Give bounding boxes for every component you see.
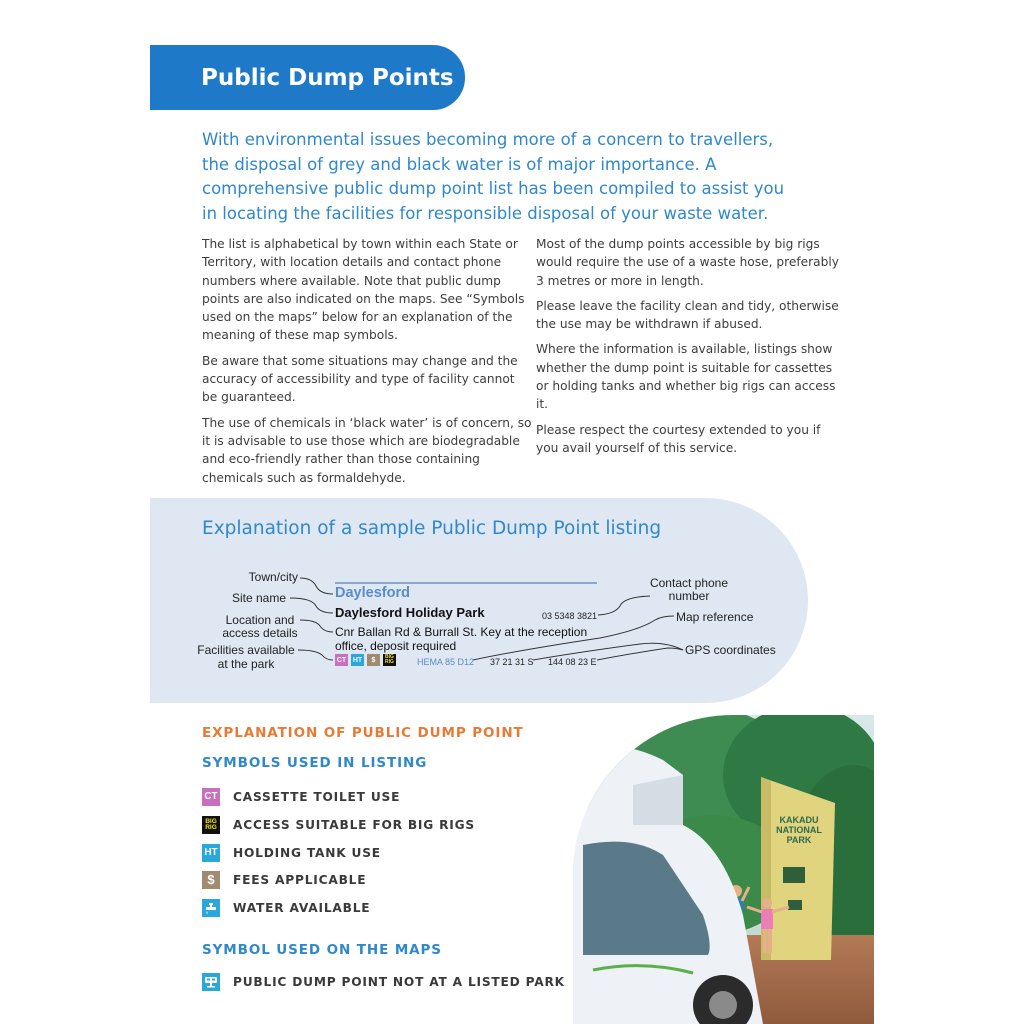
person-head [762, 898, 772, 908]
page-title: Public Dump Points [201, 64, 454, 91]
example-facility-icons [335, 654, 396, 666]
legend-label: CASSETTE TOILET USE [233, 790, 401, 804]
example-phone: 03 5348 3821 [542, 611, 598, 621]
legend-title: EXPLANATION OF PUBLIC DUMP POINT [202, 725, 524, 741]
water-tap-icon [202, 899, 220, 917]
legend-label: WATER AVAILABLE [233, 901, 371, 915]
example-address: Cnr Ballan Rd & Burrall St. Key at the reception office, deposit required [335, 625, 588, 653]
example-latitude: 37 21 31 S [490, 657, 534, 667]
dollar-icon: $ [367, 654, 380, 666]
legend-item-cassette [202, 787, 400, 807]
kakadu-photo-illustration [573, 715, 874, 1024]
ct-icon: CT [335, 654, 348, 666]
legend-item-fees [202, 870, 366, 890]
paragraph: The list is alphabetical by town within each State or Territory, with location details and contact phone numbers where available. Note that public dump points are also indicated on the maps. See “Symbols used on the maps” below for an explanation of the meaning of these map symbols. [202, 237, 525, 343]
legend-item-dump-point [202, 972, 565, 992]
title-banner [150, 45, 465, 110]
legend-label: ACCESS SUITABLE FOR BIG RIGS [233, 818, 476, 832]
ct-icon: CT [202, 788, 220, 806]
water-tap-glyph [204, 901, 218, 915]
label-town: Town/city [248, 570, 298, 584]
label-site: Site name [231, 591, 286, 605]
big-rig-icon: BIG RIG [383, 654, 396, 666]
body-column-right [536, 235, 841, 464]
paragraph: Most of the dump points accessible by big rigs would require the use of a waste hose, preferably 3 metres or more in length. [536, 237, 839, 288]
listing-symbols-title: SYMBOLS USED IN LISTING [202, 755, 428, 771]
label-location: Location and access details [222, 613, 298, 640]
sign-text: KAKADU NATIONAL PARK [776, 815, 822, 845]
example-map-reference: HEMA 85 D12 [417, 657, 475, 667]
example-site-name: Daylesford Holiday Park [335, 605, 485, 620]
sample-listing-title: Explanation of a sample Public Dump Point listing [202, 518, 662, 539]
label-contact: Contact phone number [649, 576, 729, 603]
label-map-reference: Map reference [676, 610, 754, 624]
intro-text: With environmental issues becoming more of a concern to travellers, the disposal of grey and black water is of major importance. A comprehensive public dump point list has been compiled to assist you in locating the facilities for responsible disposal of your waste water. [202, 130, 785, 223]
paragraph: The use of chemicals in ‘black water’ is of concern, so it is advisable to use those which are biodegradable and eco-friendly rather than those containing chemicals such as formaldehyde. [202, 415, 532, 485]
ht-icon: HT [351, 654, 364, 666]
label-gps: GPS coordinates [685, 643, 776, 657]
legend-label: FEES APPLICABLE [233, 873, 367, 887]
paragraph: Please respect the courtesy extended to you if you avail yourself of this service. [536, 422, 821, 455]
legend-label: HOLDING TANK USE [233, 846, 381, 860]
legend-item-holding-tank [202, 843, 381, 863]
ht-icon: HT [202, 844, 220, 862]
paragraph: Please leave the facility clean and tidy, otherwise the use may be withdrawn if abused. [536, 298, 839, 332]
legend-label: PUBLIC DUMP POINT NOT AT A LISTED PARK [233, 975, 565, 989]
map-symbols-title: SYMBOL USED ON THE MAPS [202, 942, 442, 958]
example-longitude: 144 08 23 E [548, 657, 597, 667]
dump-point-map-icon [202, 973, 220, 991]
kakadu-photo [573, 715, 874, 1024]
example-town: Daylesford [335, 585, 410, 601]
paragraph: Be aware that some situations may change and the accuracy of accessibility and type of facility cannot be guaranteed. [202, 353, 518, 405]
label-facilities: Facilities available at the park [197, 643, 295, 671]
legend-item-big-rig [202, 815, 475, 835]
person [761, 909, 773, 929]
dump-point-glyph [203, 974, 219, 990]
big-rig-icon: BIG RIG [202, 816, 220, 834]
paragraph: Where the information is available, listings show whether the dump point is suitable for cassettes or holding tanks and whether big rigs can access it. [536, 342, 836, 412]
legend-item-water [202, 898, 370, 918]
body-column-left [202, 235, 532, 494]
dollar-icon: $ [202, 871, 220, 889]
